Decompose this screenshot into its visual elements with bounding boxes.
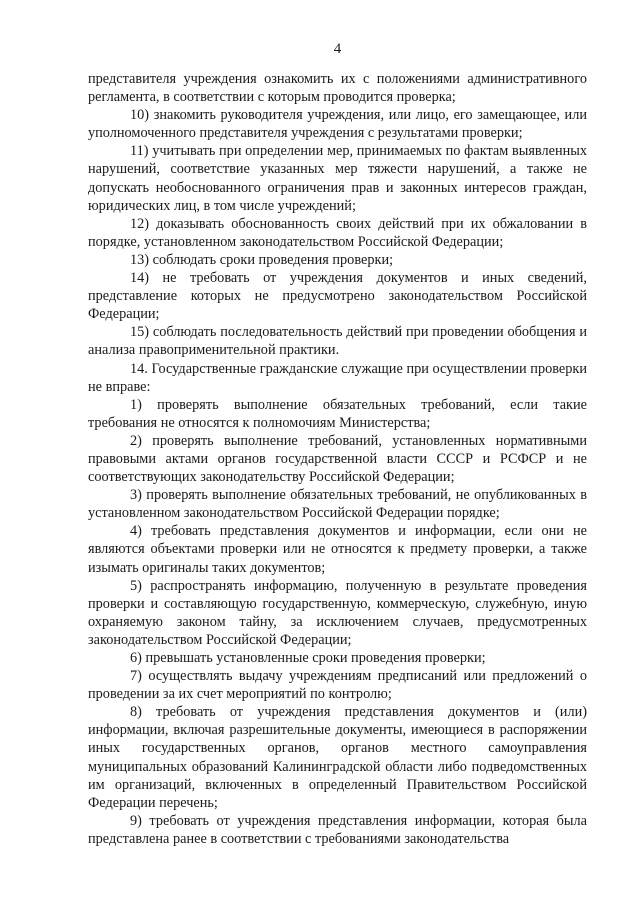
prohibition-item-7: 7) осуществлять выдачу учреждениям предписаний или предложений о проведении за их счет мероприятий по контролю; xyxy=(88,668,587,703)
paragraph-item-10: 10) знакомить руководителя учреждения, или лицо, его замещающее, или уполномоченного представителя учреждения с результатами проверки; xyxy=(88,107,587,142)
paragraph-item-13: 13) соблюдать сроки проведения проверки; xyxy=(130,251,394,268)
document-body xyxy=(88,70,587,848)
paragraph-item-11: 11) учитывать при определении мер, принимаемых по фактам выявленных нарушений, соответствие указанных мер тяжести нарушений, а также не допускать необоснованного ограничения прав и законных интересов граждан, юридических лиц, в том числе учреждений; xyxy=(88,143,587,214)
prohibition-item-3: 3) проверять выполнение обязательных требований, не опубликованных в установленном законодательством Российской Федерации порядке; xyxy=(88,487,587,522)
paragraph-item-12: 12) доказывать обоснованность своих действий при их обжаловании в порядке, установленном законодательством Российской Федерации; xyxy=(88,215,587,250)
prohibition-item-8: 8) требовать от учреждения представления документов и (или) информации, включая разрешительные документы, имеющиеся в распоряжении иных государственных органов, органов местного самоуправления муниципальных образований Калининградской области либо подведомственных им организаций, включенных в определенный Правительством Российской Федерации перечень; xyxy=(88,704,587,811)
prohibition-item-5: 5) распространять информацию, полученную в результате проведения проверки и составляющую государственную, коммерческую, служебную, иную охраняемую законом тайну, за исключением случаев, предусмотренных законодательством Российской Федерации; xyxy=(88,577,587,648)
prohibition-item-9: 9) требовать от учреждения представления информации, которая была представлена ранее в соответствии с требованиями законодательства xyxy=(88,812,587,847)
paragraph-item-15: 15) соблюдать последовательность действий при проведении обобщения и анализа правоприменительной практики. xyxy=(88,324,587,359)
prohibition-item-1: 1) проверять выполнение обязательных требований, если такие требования не относятся к полномочиям Министерства; xyxy=(88,396,587,431)
prohibition-item-6: 6) превышать установленные сроки проведения проверки; xyxy=(130,650,486,666)
paragraph-item-14: 14) не требовать от учреждения документов и иных сведений, представление которых не предусмотрено законодательством Российской Федерации; xyxy=(88,270,587,323)
page-number: 4 xyxy=(333,41,342,57)
prohibition-item-4: 4) требовать представления документов и информации, если они не являются объектами проверки или не относятся к предмету проверки, а также изымать оригиналы таких документов; xyxy=(88,523,587,576)
paragraph-continuation: представителя учреждения ознакомить их с положениями административного регламента, в соответствии с которым проводится проверка; xyxy=(88,71,587,106)
section-14-heading: 14. Государственные гражданские служащие при осуществлении проверки не вправе: xyxy=(88,360,587,395)
prohibition-item-2: 2) проверять выполнение требований, установленных нормативными правовыми актами органов государственной власти СССР и РСФСР и не соответствующих законодательству Российской Федерации; xyxy=(88,432,587,486)
